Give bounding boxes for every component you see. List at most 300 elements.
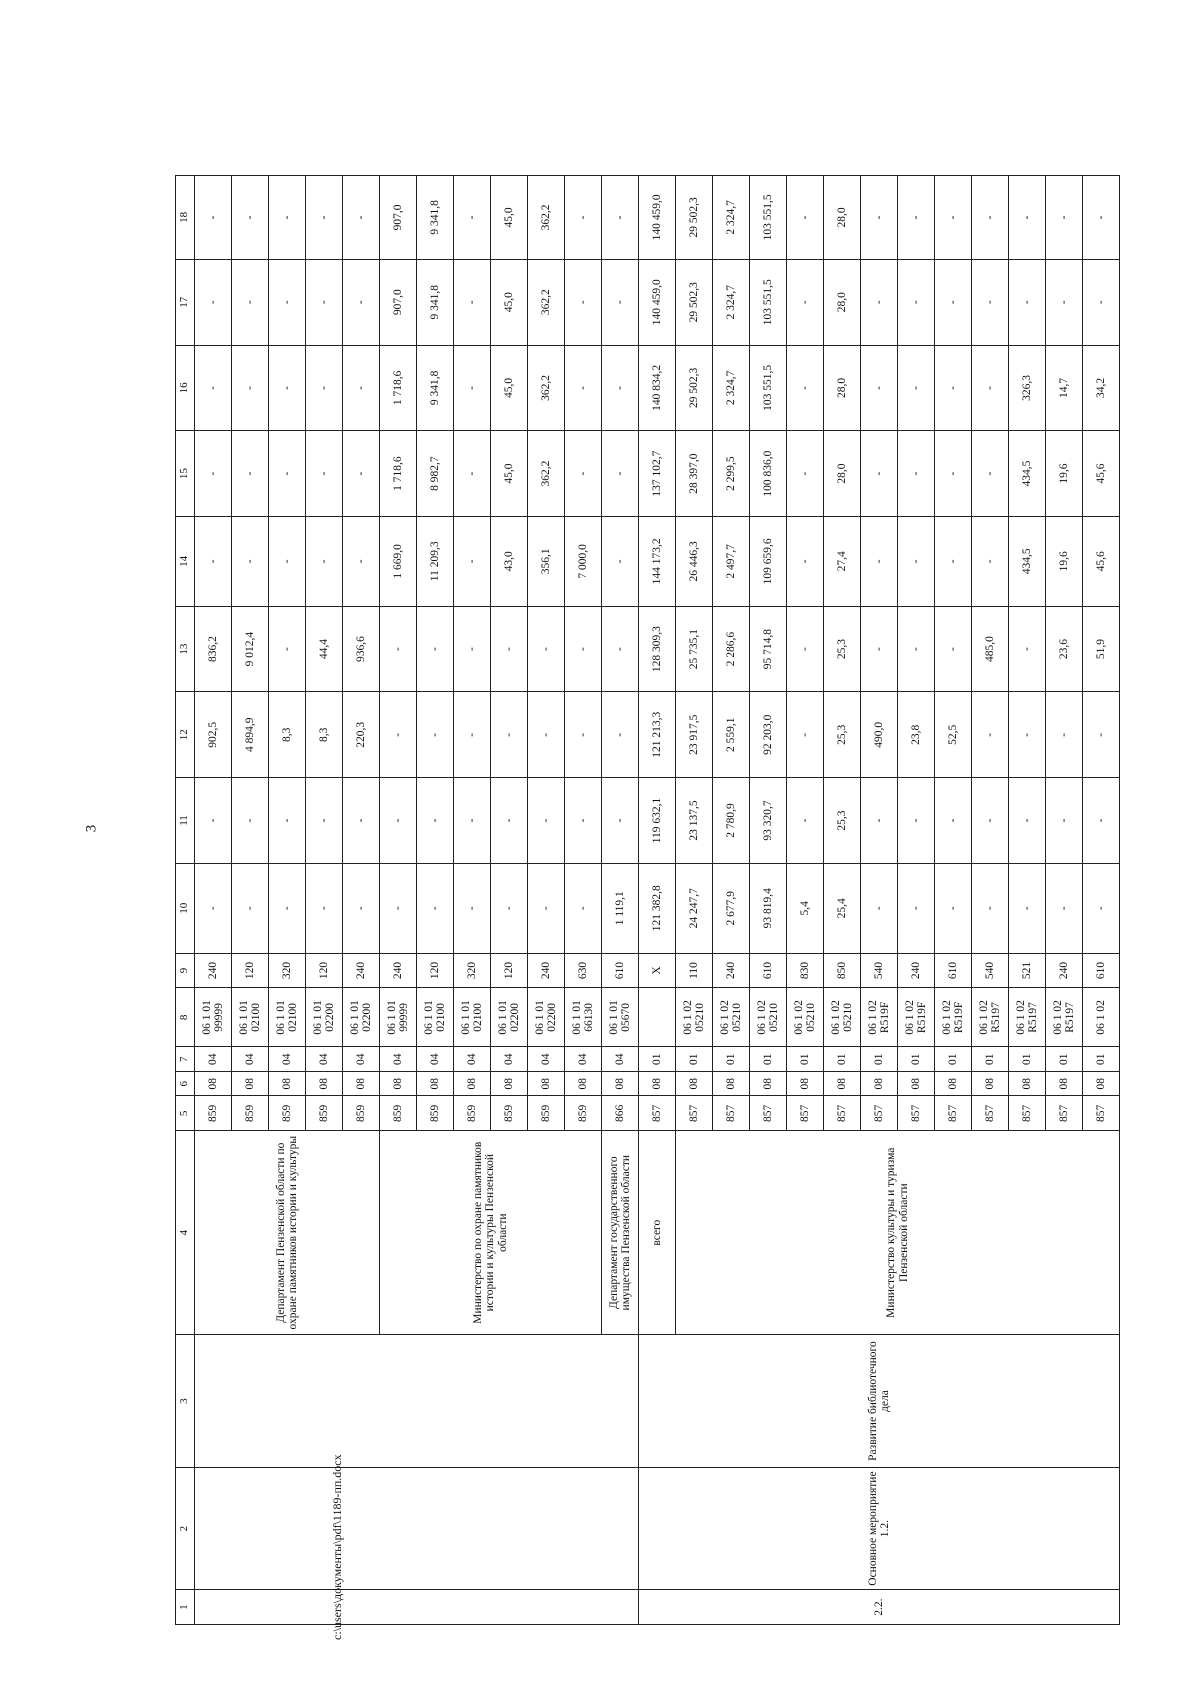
table-cell: -	[602, 176, 639, 260]
col-header: 4	[176, 1131, 195, 1335]
table-cell: 857	[787, 1096, 824, 1131]
table-cell: 362,2	[528, 431, 565, 517]
table-cell: 859	[269, 1096, 306, 1131]
table-cell: 11 209,3	[417, 516, 454, 606]
table-cell: -	[1083, 176, 1120, 260]
col-header: 14	[176, 516, 195, 606]
table-cell: 2 324,7	[713, 259, 750, 345]
table-cell: 45,0	[491, 345, 528, 431]
table-cell: 08	[750, 1071, 787, 1095]
table-cell: 936,6	[343, 606, 380, 692]
table-cell: 857	[676, 1096, 713, 1131]
table-cell: 06 1 02 05210	[787, 988, 824, 1047]
table-cell: -	[491, 692, 528, 778]
table-cell: 08	[935, 1071, 972, 1095]
table-cell: -	[935, 516, 972, 606]
table-cell: -	[232, 345, 269, 431]
table-cell: 06 1 01 02200	[306, 988, 343, 1047]
table-cell: -	[380, 606, 417, 692]
table-cell: 08	[898, 1071, 935, 1095]
col-header: 2	[176, 1467, 195, 1589]
table-cell: -	[898, 431, 935, 517]
table-cell: -	[380, 778, 417, 864]
table-cell: -	[1083, 778, 1120, 864]
table-cell: 06 1 02 R519F	[935, 988, 972, 1047]
table-cell: 103 551,5	[750, 259, 787, 345]
table-cell: -	[787, 692, 824, 778]
table-cell: 08	[306, 1071, 343, 1095]
table-cell: -	[1083, 259, 1120, 345]
table-cell: 9 341,8	[417, 176, 454, 260]
table-cell: -	[306, 259, 343, 345]
table-cell: 140 459,0	[639, 259, 676, 345]
table-cell: 08	[269, 1071, 306, 1095]
table-cell: 08	[232, 1071, 269, 1095]
table-cell: 14,7	[1046, 345, 1083, 431]
cell-col1	[195, 1590, 639, 1625]
table-cell: 859	[306, 1096, 343, 1131]
table-cell: 902,5	[195, 692, 232, 778]
table-cell: 04	[602, 1047, 639, 1071]
table-cell: 04	[491, 1047, 528, 1071]
table-cell: 92 203,0	[750, 692, 787, 778]
table-cell: 06 1 02	[1083, 988, 1120, 1047]
table-cell: 06 1 02 05210	[824, 988, 861, 1047]
table-cell: -	[898, 606, 935, 692]
table-cell: -	[1046, 863, 1083, 953]
table-cell: 857	[824, 1096, 861, 1131]
table-cell: 866	[602, 1096, 639, 1131]
table-cell: -	[972, 778, 1009, 864]
table-cell: -	[1046, 692, 1083, 778]
table-cell: -	[343, 516, 380, 606]
table-cell: 326,3	[1009, 345, 1046, 431]
table-cell: -	[454, 259, 491, 345]
table-cell: -	[306, 345, 343, 431]
table-cell: 08	[380, 1071, 417, 1095]
table-cell: 356,1	[528, 516, 565, 606]
table-cell: -	[417, 863, 454, 953]
table-cell: 859	[565, 1096, 602, 1131]
table-cell: -	[787, 259, 824, 345]
table-cell: 362,2	[528, 345, 565, 431]
table-cell: 52,5	[935, 692, 972, 778]
table-cell: 45,6	[1083, 516, 1120, 606]
table-cell: -	[935, 863, 972, 953]
table-cell: -	[343, 431, 380, 517]
table-cell: -	[343, 863, 380, 953]
table-cell: -	[491, 606, 528, 692]
table-cell: 06 1 01 02200	[491, 988, 528, 1047]
table-cell: -	[935, 259, 972, 345]
table-cell: -	[232, 431, 269, 517]
col-header: 16	[176, 345, 195, 431]
table-cell: 103 551,5	[750, 176, 787, 260]
table-cell: -	[232, 863, 269, 953]
table-cell: -	[269, 516, 306, 606]
table-cell: 859	[380, 1096, 417, 1131]
table-cell: 06 1 01 99999	[380, 988, 417, 1047]
table-cell: -	[528, 863, 565, 953]
table-cell: -	[935, 606, 972, 692]
table-cell: 2 497,7	[713, 516, 750, 606]
table-cell: 25,3	[824, 692, 861, 778]
section-description: Развитие библиотечного дела	[639, 1335, 1120, 1468]
table-cell: 01	[1046, 1047, 1083, 1071]
table-cell: -	[861, 516, 898, 606]
table-cell: 121 382,8	[639, 863, 676, 953]
table-cell: -	[861, 606, 898, 692]
table-cell: -	[861, 863, 898, 953]
table-cell: 27,4	[824, 516, 861, 606]
table-cell: 1 669,0	[380, 516, 417, 606]
table-cell: 28,0	[824, 176, 861, 260]
header-row	[176, 176, 195, 1625]
col-header: 10	[176, 863, 195, 953]
table-cell: 01	[713, 1047, 750, 1071]
table-cell: 04	[269, 1047, 306, 1071]
table-cell: 06 1 01 02200	[343, 988, 380, 1047]
table-cell: 08	[195, 1071, 232, 1095]
table-cell: -	[935, 431, 972, 517]
table-cell: 06 1 02 05210	[713, 988, 750, 1047]
table-cell: 240	[1046, 953, 1083, 988]
table-cell: 28,0	[824, 259, 861, 345]
table-cell: 540	[861, 953, 898, 988]
table-cell: 25,3	[824, 778, 861, 864]
table-cell: 06 1 01 66130	[565, 988, 602, 1047]
table-cell: 140 459,0	[639, 176, 676, 260]
table-cell: 610	[750, 953, 787, 988]
table-cell: -	[602, 431, 639, 517]
table-cell: 8 982,7	[417, 431, 454, 517]
table-cell: -	[195, 259, 232, 345]
footer-path: c:\users\документы\pdf\1189-пп.docx	[330, 1454, 344, 1640]
table-cell: 34,2	[1083, 345, 1120, 431]
table-cell: 06 1 01 02100	[232, 988, 269, 1047]
table-cell: -	[454, 863, 491, 953]
table-cell: 04	[195, 1047, 232, 1071]
table-cell: -	[454, 778, 491, 864]
col-header: 9	[176, 953, 195, 988]
table-cell: 29 502,3	[676, 345, 713, 431]
table-cell: -	[898, 176, 935, 260]
table-cell: -	[898, 345, 935, 431]
table-cell: 859	[343, 1096, 380, 1131]
table-cell: -	[454, 431, 491, 517]
table-cell: 859	[232, 1096, 269, 1131]
table-cell: 907,0	[380, 176, 417, 260]
table-cell: -	[1009, 863, 1046, 953]
table-cell: -	[269, 431, 306, 517]
table-cell: 121 213,3	[639, 692, 676, 778]
table-cell: 25 735,1	[676, 606, 713, 692]
table-cell: 362,2	[528, 259, 565, 345]
table-cell: 630	[565, 953, 602, 988]
table-cell: 44,4	[306, 606, 343, 692]
table-cell: 490,0	[861, 692, 898, 778]
table-cell: 23 917,5	[676, 692, 713, 778]
table-cell: 08	[343, 1071, 380, 1095]
table-cell: 29 502,3	[676, 176, 713, 260]
table-cell: 19,6	[1046, 516, 1083, 606]
table-cell: -	[269, 606, 306, 692]
table-cell: -	[1009, 778, 1046, 864]
table-cell: 08	[565, 1071, 602, 1095]
table-cell: 01	[972, 1047, 1009, 1071]
table-cell: 240	[898, 953, 935, 988]
table-cell: -	[861, 778, 898, 864]
table-cell: 434,5	[1009, 516, 1046, 606]
table-cell: -	[602, 606, 639, 692]
table-cell: 320	[269, 953, 306, 988]
table-cell: 850	[824, 953, 861, 988]
table-cell: -	[565, 345, 602, 431]
table-cell: -	[565, 778, 602, 864]
table-cell: -	[306, 778, 343, 864]
table-cell: -	[491, 778, 528, 864]
table-cell: 2 559,1	[713, 692, 750, 778]
table-cell: -	[1046, 778, 1083, 864]
table-cell	[639, 988, 676, 1047]
table-cell: -	[343, 778, 380, 864]
table-cell: 128 309,3	[639, 606, 676, 692]
table-cell: -	[195, 176, 232, 260]
table-cell: 140 834,2	[639, 345, 676, 431]
table-cell: 857	[972, 1096, 1009, 1131]
table-cell: -	[565, 863, 602, 953]
table-cell: 23,8	[898, 692, 935, 778]
table-cell: X	[639, 953, 676, 988]
table-cell: -	[528, 778, 565, 864]
table-cell: 06 1 02 R519F	[898, 988, 935, 1047]
table-cell: -	[898, 516, 935, 606]
table-cell: 120	[232, 953, 269, 988]
table-cell: -	[269, 778, 306, 864]
table-cell: 06 1 01 02100	[454, 988, 491, 1047]
table-cell: 540	[972, 953, 1009, 988]
table-cell: 08	[787, 1071, 824, 1095]
table-cell: -	[1083, 692, 1120, 778]
table-cell: -	[306, 863, 343, 953]
table-cell: 93 819,4	[750, 863, 787, 953]
table-cell: 9 341,8	[417, 259, 454, 345]
table-cell: -	[861, 431, 898, 517]
table-cell: -	[269, 176, 306, 260]
col-header: 6	[176, 1071, 195, 1095]
table-cell: 23,6	[1046, 606, 1083, 692]
table-cell: 04	[565, 1047, 602, 1071]
table-cell: 23 137,5	[676, 778, 713, 864]
table-cell: -	[195, 345, 232, 431]
table-cell: -	[232, 176, 269, 260]
table-cell: -	[343, 345, 380, 431]
table-cell: 220,3	[343, 692, 380, 778]
table-cell: 2 324,7	[713, 345, 750, 431]
table-cell: -	[972, 345, 1009, 431]
col-header: 12	[176, 692, 195, 778]
table-cell: -	[454, 692, 491, 778]
table-cell: 95 714,8	[750, 606, 787, 692]
table-cell: 08	[1083, 1071, 1120, 1095]
table-cell: -	[1046, 259, 1083, 345]
table-cell: -	[454, 176, 491, 260]
table-cell: 08	[1009, 1071, 1046, 1095]
table-cell: 1 119,1	[602, 863, 639, 953]
table-cell: 144 173,2	[639, 516, 676, 606]
table-cell: 08	[676, 1071, 713, 1095]
table-cell: 04	[380, 1047, 417, 1071]
table-cell: 08	[639, 1071, 676, 1095]
table-cell: 859	[454, 1096, 491, 1131]
table-cell: -	[454, 345, 491, 431]
table-cell: -	[602, 259, 639, 345]
table-cell: 521	[1009, 953, 1046, 988]
table-cell: 01	[935, 1047, 972, 1071]
table-cell: -	[306, 431, 343, 517]
table-cell: -	[528, 692, 565, 778]
org-label-property-dept: Департамент государственного имущества Пензенской области	[602, 1131, 639, 1335]
table-cell: -	[1083, 863, 1120, 953]
table-cell: -	[380, 863, 417, 953]
col-header: 15	[176, 431, 195, 517]
table-cell: -	[380, 692, 417, 778]
table-cell: 06 1 01 02100	[417, 988, 454, 1047]
table-cell: 610	[1083, 953, 1120, 988]
table-cell: 7 000,0	[565, 516, 602, 606]
table-cell: -	[232, 259, 269, 345]
table-cell: 06 1 01 99999	[195, 988, 232, 1047]
table-cell: -	[787, 778, 824, 864]
table-cell: 04	[343, 1047, 380, 1071]
table-cell: 100 836,0	[750, 431, 787, 517]
table-cell: 06 1 01 02100	[269, 988, 306, 1047]
table-cell: -	[1009, 176, 1046, 260]
table-cell: -	[417, 778, 454, 864]
table-cell: 01	[898, 1047, 935, 1071]
table-cell: 08	[528, 1071, 565, 1095]
table-cell: -	[306, 176, 343, 260]
table-cell: 1 718,6	[380, 345, 417, 431]
table-cell: -	[787, 431, 824, 517]
col-header: 3	[176, 1335, 195, 1468]
table-cell: 119 632,1	[639, 778, 676, 864]
col-header: 1	[176, 1590, 195, 1625]
table-cell: 08	[713, 1071, 750, 1095]
table-cell: 859	[528, 1096, 565, 1131]
org-label-heritage-ministry: Министерство по охране памятников истории и культуры Пензенской области	[380, 1131, 602, 1335]
table-cell: 4 894,9	[232, 692, 269, 778]
col-header: 8	[176, 988, 195, 1047]
table-cell: 857	[861, 1096, 898, 1131]
table-cell: 04	[528, 1047, 565, 1071]
table-cell: 01	[639, 1047, 676, 1071]
table-cell: -	[972, 259, 1009, 345]
table-cell: -	[417, 692, 454, 778]
table-cell: 859	[195, 1096, 232, 1131]
table-cell: 320	[454, 953, 491, 988]
col-header: 7	[176, 1047, 195, 1071]
table-cell: -	[195, 431, 232, 517]
table-cell: 8,3	[269, 692, 306, 778]
table-cell: -	[602, 692, 639, 778]
table-cell: 2 299,5	[713, 431, 750, 517]
table-cell: 362,2	[528, 176, 565, 260]
table-cell: 240	[713, 953, 750, 988]
table-cell: 08	[972, 1071, 1009, 1095]
table-cell: 06 1 01 02200	[528, 988, 565, 1047]
table-cell: 06 1 02 05210	[750, 988, 787, 1047]
table-cell: 06 1 02 R5197	[1046, 988, 1083, 1047]
table-cell: 137 102,7	[639, 431, 676, 517]
table-cell: 109 659,6	[750, 516, 787, 606]
table-row	[195, 176, 232, 1625]
table-cell: -	[1009, 259, 1046, 345]
table-cell: 08	[417, 1071, 454, 1095]
table-cell: 28,0	[824, 431, 861, 517]
table-cell: -	[269, 863, 306, 953]
table-cell: 830	[787, 953, 824, 988]
table-cell: -	[898, 863, 935, 953]
table-cell: 2 286,6	[713, 606, 750, 692]
table-cell: -	[898, 259, 935, 345]
table-cell: 08	[491, 1071, 528, 1095]
table-cell: 240	[528, 953, 565, 988]
table-cell: -	[602, 345, 639, 431]
table-cell: 2 324,7	[713, 176, 750, 260]
table-cell: 08	[454, 1071, 491, 1095]
table-cell: -	[787, 516, 824, 606]
table-cell: -	[972, 431, 1009, 517]
table-cell: -	[787, 345, 824, 431]
table-cell: 857	[1046, 1096, 1083, 1131]
table-cell: 610	[935, 953, 972, 988]
rotated-table-wrapper	[175, 175, 1107, 1625]
table-cell: -	[195, 863, 232, 953]
table-cell: 04	[417, 1047, 454, 1071]
table-cell: 240	[380, 953, 417, 988]
table-cell: -	[454, 516, 491, 606]
table-cell: -	[787, 176, 824, 260]
table-cell: 06 1 02 R5197	[972, 988, 1009, 1047]
table-cell: 01	[750, 1047, 787, 1071]
table-cell: 859	[491, 1096, 528, 1131]
table-cell: 485,0	[972, 606, 1009, 692]
table-cell: -	[898, 778, 935, 864]
table-cell: 26 446,3	[676, 516, 713, 606]
table-cell: 51,9	[1083, 606, 1120, 692]
table-cell: -	[972, 516, 1009, 606]
table-body	[195, 176, 1120, 1625]
table-cell: 45,0	[491, 259, 528, 345]
table-cell: 93 320,7	[750, 778, 787, 864]
table-cell: -	[935, 176, 972, 260]
table-cell: 240	[343, 953, 380, 988]
table-cell: 24 247,7	[676, 863, 713, 953]
table-cell: -	[565, 606, 602, 692]
table-cell: 19,6	[1046, 431, 1083, 517]
col-header: 18	[176, 176, 195, 260]
table-cell: 28,0	[824, 345, 861, 431]
table-cell: 120	[417, 953, 454, 988]
table-cell: -	[195, 778, 232, 864]
table-cell: -	[417, 606, 454, 692]
table-row	[639, 176, 676, 1625]
table-cell: 06 1 02 R5197	[1009, 988, 1046, 1047]
table-cell: -	[972, 692, 1009, 778]
table-cell: 08	[602, 1071, 639, 1095]
table-cell: 29 502,3	[676, 259, 713, 345]
